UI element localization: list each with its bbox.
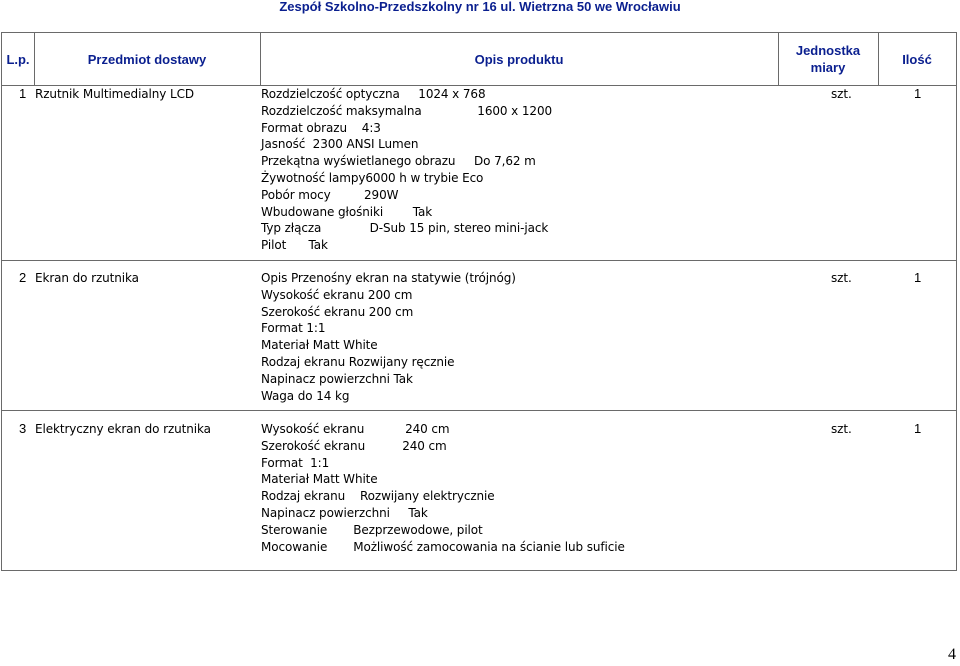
description-line: Wysokość ekranu 200 cm	[261, 287, 413, 302]
description-line: Napinacz powierzchni Tak	[261, 371, 413, 386]
header-divider	[34, 33, 35, 85]
row-lp: 3	[19, 421, 27, 436]
header-item: Przedmiot dostawy	[87, 51, 207, 67]
description-line: Wbudowane głośniki Tak	[261, 204, 433, 219]
header-divider	[778, 33, 779, 85]
description-line: Jasność 2300 ANSI Lumen	[261, 137, 419, 152]
row-item: Rzutnik Multimedialny LCD	[35, 87, 195, 101]
header-unit-line1: Jednostka	[795, 43, 861, 58]
row-quantity: 1	[914, 270, 922, 285]
description-line: Szerokość ekranu 200 cm	[261, 304, 414, 319]
description-line: Waga do 14 kg	[261, 388, 350, 403]
row-unit: szt.	[831, 422, 852, 436]
row-lp: 1	[19, 86, 27, 101]
row-unit: szt.	[831, 87, 852, 101]
row-description	[261, 270, 516, 404]
row-divider	[2, 410, 956, 411]
header-divider	[260, 33, 261, 85]
description-line: Napinacz powierzchni Tak	[261, 505, 428, 520]
description-line: Typ złącza D-Sub 15 pin, stereo mini-jack	[261, 221, 549, 236]
header-lp: L.p.	[6, 51, 30, 67]
row-item: Ekran do rzutnika	[35, 271, 139, 285]
description-line: Opis Przenośny ekran na statywie (trójnóg)	[261, 271, 516, 285]
row-lp: 2	[19, 270, 27, 285]
description-line: Wysokość ekranu 240 cm	[261, 422, 450, 436]
description-line: Rozdzielczość maksymalna 1600 x 1200	[261, 103, 553, 118]
row-unit: szt.	[831, 271, 852, 285]
row-quantity: 1	[914, 86, 922, 101]
description-line: Materiał Matt White	[261, 472, 378, 487]
description-line: Mocowanie Możliwość zamocowania na ścianie lub suficie	[261, 539, 625, 554]
order-table	[1, 32, 957, 571]
description-line: Rodzaj ekranu Rozwijany ręcznie	[261, 354, 455, 369]
header-unit	[778, 33, 878, 85]
row-item: Elektryczny ekran do rzutnika	[35, 422, 211, 436]
description-line: Pobór mocy 290W	[261, 187, 399, 202]
table-header	[2, 33, 956, 86]
row-description	[261, 421, 625, 555]
description-line: Żywotność lampy6000 h w trybie Eco	[261, 170, 484, 185]
page-number: 4	[948, 646, 956, 663]
description-line: Format obrazu 4:3	[261, 120, 381, 135]
description-line: Pilot Tak	[261, 238, 328, 253]
header-divider	[878, 33, 879, 85]
row-divider	[2, 260, 956, 261]
header-unit-line2: miary	[810, 60, 846, 75]
description-line: Materiał Matt White	[261, 338, 378, 353]
row-description	[261, 86, 552, 254]
description-line: Szerokość ekranu 240 cm	[261, 438, 447, 453]
description-line: Format 1:1	[261, 321, 326, 336]
description-line: Rozdzielczość optyczna 1024 x 768	[261, 87, 486, 101]
row-quantity: 1	[914, 421, 922, 436]
description-line: Format 1:1	[261, 455, 330, 470]
description-line: Sterowanie Bezprzewodowe, pilot	[261, 522, 483, 537]
description-line: Przekątna wyświetlanego obrazu Do 7,62 m	[261, 154, 536, 169]
header-description: Opis produktu	[474, 51, 564, 67]
document-title: Zespół Szkolno-Przedszkolny nr 16 ul. Wietrzna 50 we Wrocławiu	[279, 0, 681, 14]
header-quantity: Ilość	[902, 51, 932, 67]
description-line: Rodzaj ekranu Rozwijany elektrycznie	[261, 489, 495, 504]
